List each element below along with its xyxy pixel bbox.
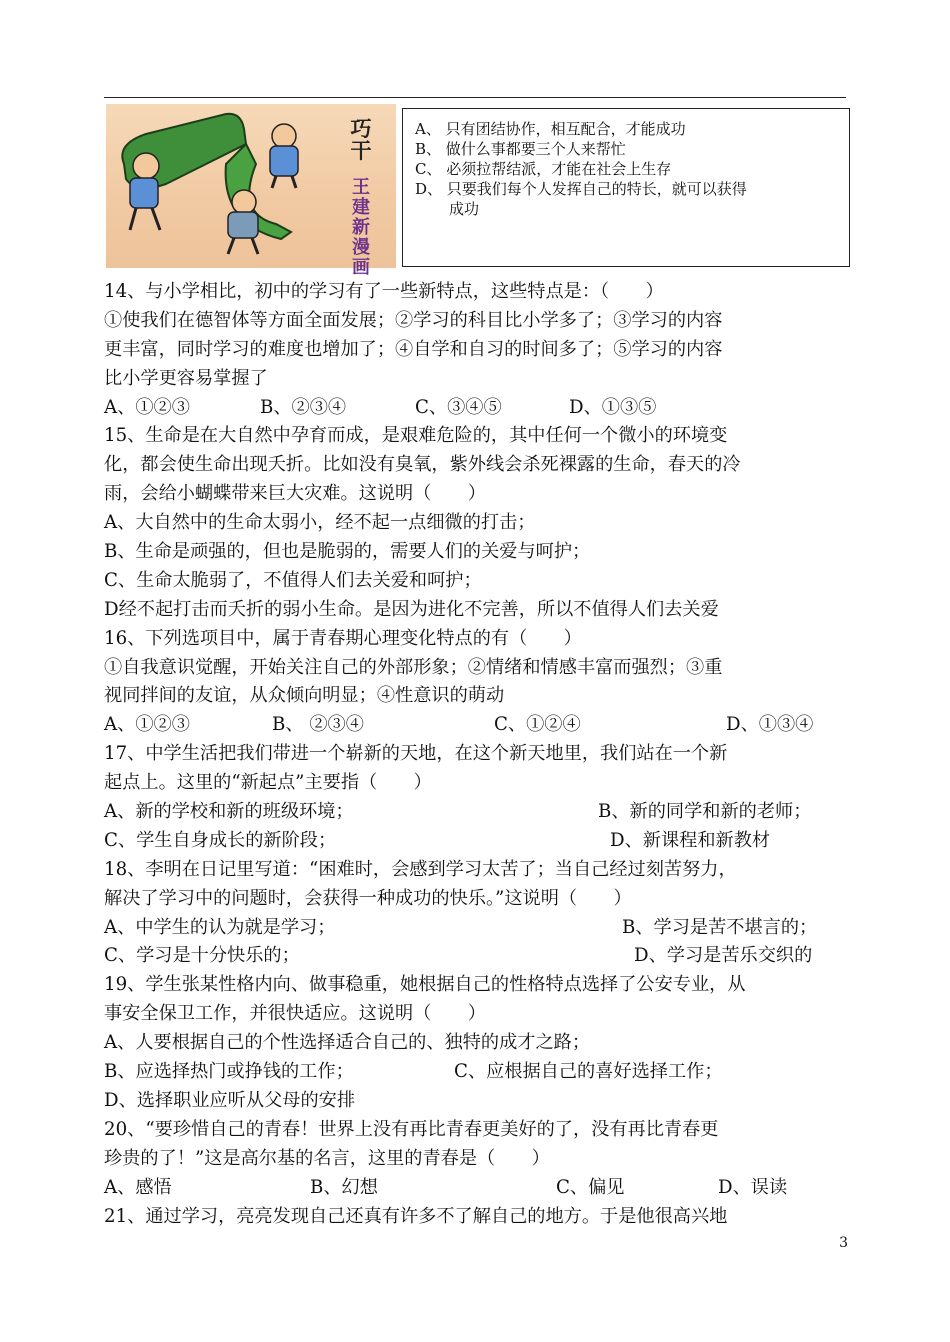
q15-line: 化，都会使生命出现夭折。比如没有臭氧，紫外线会杀死裸露的生命，春天的冷 [104,454,741,476]
q14-line: ①使我们在德智体等方面全面发展；②学习的科目比小学多了；③学习的内容 [104,309,723,331]
q20-option-d: D、误读 [718,1176,788,1198]
q14-options [104,394,848,423]
q20-option-c: C、偏见 [556,1176,625,1198]
box-option-d: D、 只要我们每个人发挥自己的特长，就可以获得 [415,180,747,198]
q14-option-c: C、③④⑤ [415,396,502,418]
q19-option-b: B、应选择热门或挣钱的工作； [104,1061,354,1083]
q18-line: 解决了学习中的问题时，会获得一种成功的快乐。”这说明（ ） [104,887,632,909]
box-option-a: A、 只有团结协作，相互配合，才能成功 [415,120,686,138]
q15-line: 15、生命是在大自然中孕育而成，是艰难危险的，其中任何一个微小的环境变 [104,425,728,447]
q20-options [104,1174,848,1203]
q18-options-row1 [104,914,848,943]
q19-line: A、人要根据自己的个性选择适合自己的、独特的成才之路； [104,1032,591,1054]
q18-option-d: D、学习是苦乐交织的 [634,945,813,967]
q17-options-row2 [104,827,848,856]
q19-option-c: C、应根据自己的喜好选择工作； [454,1061,723,1083]
q14-line: 比小学更容易掌握了 [104,367,268,389]
page-number: 3 [839,1235,848,1251]
question-body [104,278,848,1231]
box-option-c: C、 必须拉帮结派，才能在社会上生存 [415,160,672,178]
q17-line: 起点上。这里的“新起点”主要指（ ） [104,772,432,794]
q16-option-a: A、①②③ [104,714,190,736]
q15-line: A、大自然中的生命太弱小，经不起一点细微的打击； [104,512,536,534]
q16-option-b: B、 ②③④ [272,714,364,736]
header-rule [104,97,846,98]
q14-option-d: D、①③⑤ [569,396,657,418]
q20-line: 20、“要珍惜自己的青春！世界上没有再比青春更美好的了，没有再比青春更 [104,1118,719,1140]
q19-line: 19、学生张某性格内向、做事稳重，她根据自己的性格特点选择了公安专业，从 [104,974,746,996]
q17-option-c: C、学生自身成长的新阶段； [104,829,337,851]
q17-options-row1 [104,798,848,827]
q19-options-row [104,1058,848,1087]
q16-line: 16、下列选项目中，属于青春期心理变化特点的有（ ） [104,627,582,649]
q18-options-row2 [104,942,848,971]
q20-option-a: A、感悟 [104,1176,172,1198]
q17-option-b: B、新的同学和新的老师； [598,801,812,823]
q19-line: 事安全保卫工作，并很快适应。这说明（ ） [104,1003,486,1025]
q21-line: 21、通过学习，亮亮发现自己还真有许多不了解自己的地方。于是他很高兴地 [104,1205,728,1227]
q15-line: C、生命太脆弱了，不值得人们去关爱和呵护； [104,569,482,591]
box-option-d-cont: 成功 [449,200,480,218]
q17-option-d: D、新课程和新教材 [610,829,771,851]
q16-option-c: C、①②④ [494,714,581,736]
q17-line: 17、中学生活把我们带进一个崭新的天地，在这个新天地里，我们站在一个新 [104,743,728,765]
q18-option-a: A、中学生的认为就是学习； [104,916,336,938]
q18-line: 18、李明在日记里写道：“困难时，会感到学习太苦了；当自己经过刻苦努力， [104,858,737,880]
box-option-b: B、 做什么事都要三个人来帮忙 [415,140,626,158]
cartoon-author: 王建新漫画 [352,177,370,278]
q17-option-a: A、新的学校和新的班级环境； [104,801,354,823]
q15-line: B、生命是顽强的，但也是脆弱的，需要人们的关爱与呵护； [104,541,591,563]
q20-option-b: B、幻想 [310,1176,378,1198]
q14-line: 14、与小学相比，初中的学习有了一些新特点，这些特点是：（ ） [104,281,664,302]
q20-line: 珍贵的了！”这是高尔基的名言，这里的青春是（ ） [104,1147,550,1169]
q18-option-b: B、学习是苦不堪言的； [622,916,818,938]
q16-option-d: D、①③④ [726,714,814,736]
q18-option-c: C、学习是十分快乐的； [104,945,300,967]
q15-line: 雨，会给小蝴蝶带来巨大灾难。这说明（ ） [104,483,486,505]
q16-line: 视同拌间的友谊，从众倾向明显；④性意识的萌动 [104,685,505,707]
q15-line: D经不起打击而夭折的弱小生命。是因为进化不完善，所以不值得人们去关爱 [104,598,719,620]
q16-options [104,711,848,740]
q16-line: ①自我意识觉醒，开始关注自己的外部形象；②情绪和情感丰富而强烈；③重 [104,656,723,678]
cartoon-title: 巧干 [350,117,372,163]
q14-option-a: A、①②③ [104,396,190,418]
q19-option-d: D、选择职业应听从父母的安排 [104,1089,356,1111]
cartoon-options-box [402,108,850,267]
q14-line: 更丰富，同时学习的难度也增加了；④自学和自习的时间多了；⑤学习的内容 [104,338,723,360]
q14-option-b: B、②③④ [260,396,347,418]
